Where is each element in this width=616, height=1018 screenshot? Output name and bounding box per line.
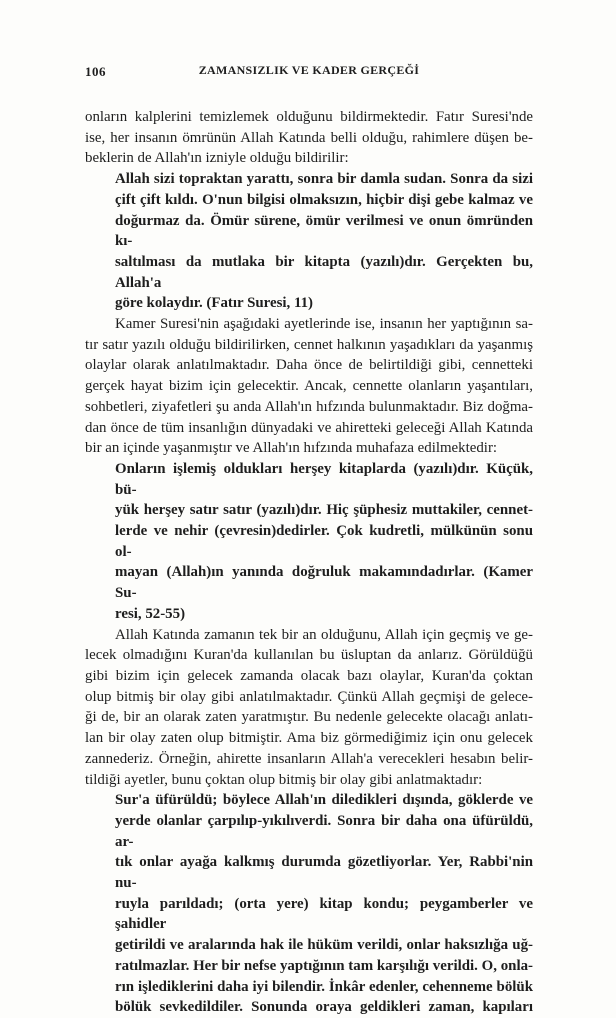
text-line: rın işlediklerini daha iyi bilendir. İnkâr edenler, cehenneme bölük [115, 978, 533, 995]
page-body [85, 107, 533, 1018]
text-line: tildiği ayetler, bunu çoktan olup bitmiş bir olay gibi anlatmaktadır: [85, 771, 483, 788]
body-paragraph [85, 314, 533, 459]
text-line: ği de, bir an olarak zaten yaratmıştır. Bu nedenle gelecekte olacağı anlatı- [85, 709, 533, 726]
text-line: ratılmazlar. Her bir nefse yaptığının tam karşılığı verildi. O, onla- [115, 957, 533, 974]
text-line: Sur'a üfürüldü; böylece Allah'ın diledikleri dışında, göklerde ve [115, 792, 533, 809]
text-line: sohbetleri, ziyafetleri şu anda Allah'ın hıfzında bulunmaktadır. Biz doğma- [85, 398, 533, 415]
running-title: ZAMANSIZLIK VE KADER GERÇEĞİ [198, 63, 420, 77]
text-line: zannederiz. Örneğin, ahirette insanların Allah'a verecekleri hesabın belir- [85, 750, 533, 767]
text-line: yük herşey satır satır (yazılı)dır. Hiç şüphesiz muttakiler, cennet- [115, 502, 533, 519]
page-number: 106 [85, 64, 106, 79]
text-line: yerde olanlar çarpılıp-yıkılıverdi. Sonra bir daha ona üfürüldü, ar- [115, 812, 533, 850]
body-paragraph [85, 107, 533, 169]
text-line: bölük sevkedildiler. Sonunda oraya geldikleri zaman, kapıları [115, 999, 533, 1016]
text-line: olup bitmiş bir olay gibi anlatılmaktadır. Çünkü Allah geçmişi de gelece- [85, 688, 533, 705]
text-line: saltılması da mutlaka bir kitapta (yazılı)dır. Gerçekten bu, Allah'a [115, 253, 533, 291]
text-line: gerçek hayat bizim için gelecektir. Ancak, cennette olanların yaşantıları, [85, 378, 533, 395]
text-line: Allah sizi topraktan yarattı, sonra bir damla sudan. Sonra da sizi [115, 171, 533, 188]
text-line: tır satır yazılı olduğu bildirilirken, cennet halkının yaşadıkları da yaşanmış [85, 336, 533, 353]
text-line: Allah Katında zamanın tek bir an olduğunu, Allah için geçmiş ve ge- [115, 626, 533, 643]
text-line: Onların işlemiş oldukları herşey kitaplarda (yazılı)dır. Küçük, bü- [115, 460, 533, 498]
text-line: mayan (Allah)ın yanında doğruluk makamındadırlar. (Kamer Su- [115, 564, 533, 602]
text-line: göre kolaydır. (Fatır Suresi, 11) [115, 295, 313, 312]
page-header [85, 63, 533, 81]
text-line: dan önce de tüm insanlığın dünyadaki ve ahiretteki geleceği Allah Katında [85, 419, 533, 436]
verse-quote [115, 459, 533, 625]
text-line: lerde ve nehir (çevresin)dedirler. Çok kudretli, mülkünün sonu ol- [115, 523, 533, 560]
text-line: tık onlar ayağa kalkmış durumda gözetliyorlar. Yer, Rabbi'nin nu- [115, 854, 533, 892]
text-line: getirildi ve aralarında hak ile hüküm verildi, onlar haksızlığa uğ- [115, 937, 533, 954]
text-line: çift çift kıldı. O'nun bilgisi olmaksızın, hiçbir dişi gebe kalmaz ve [115, 191, 533, 208]
text-line: olaylar olarak anlatılmaktadır. Daha önce de belirtildiği gibi, cennetteki [85, 357, 533, 374]
text-line: beklerin de Allah'ın izniyle olduğu bildirilir: [85, 150, 349, 167]
text-line: ruyla parıldadı; (orta yere) kitap kondu; peygamberler ve şahidler [115, 895, 533, 933]
verse-quote [115, 790, 533, 1018]
text-line: lan bir olay zaten olup bitmiştir. Ama biz görmediğimiz için onu gelecek [85, 730, 533, 747]
text-line: Kamer Suresi'nin aşağıdaki ayetlerinde ise, insanın her yaptığının sa- [115, 316, 533, 333]
text-line: doğurmaz da. Ömür sürene, ömür verilmesi ve onun ömründen kı- [115, 212, 533, 250]
verse-quote [115, 169, 533, 314]
text-line: lecek olmadığını Kuran'da kullanılan bu üsluptan da anlarız. Görüldüğü [85, 647, 533, 664]
text-line: gibi bizim için gelecek zamanda olacak bazı olaylar, Kuran'da çoktan [85, 667, 533, 684]
text-line: ise, her insanın ömrünün Allah Katında belli olduğu, rahimlere düşen be- [85, 129, 533, 146]
text-line: bir an içinde yaşanmıştır ve Allah'ın hıfzında muhafaza edilmektedir: [85, 440, 498, 457]
text-line: resi, 52-55) [115, 605, 186, 622]
text-line: onların kalplerini temizlemek olduğunu bildirmektedir. Fatır Suresi'nde [85, 109, 533, 125]
body-paragraph [85, 625, 533, 791]
